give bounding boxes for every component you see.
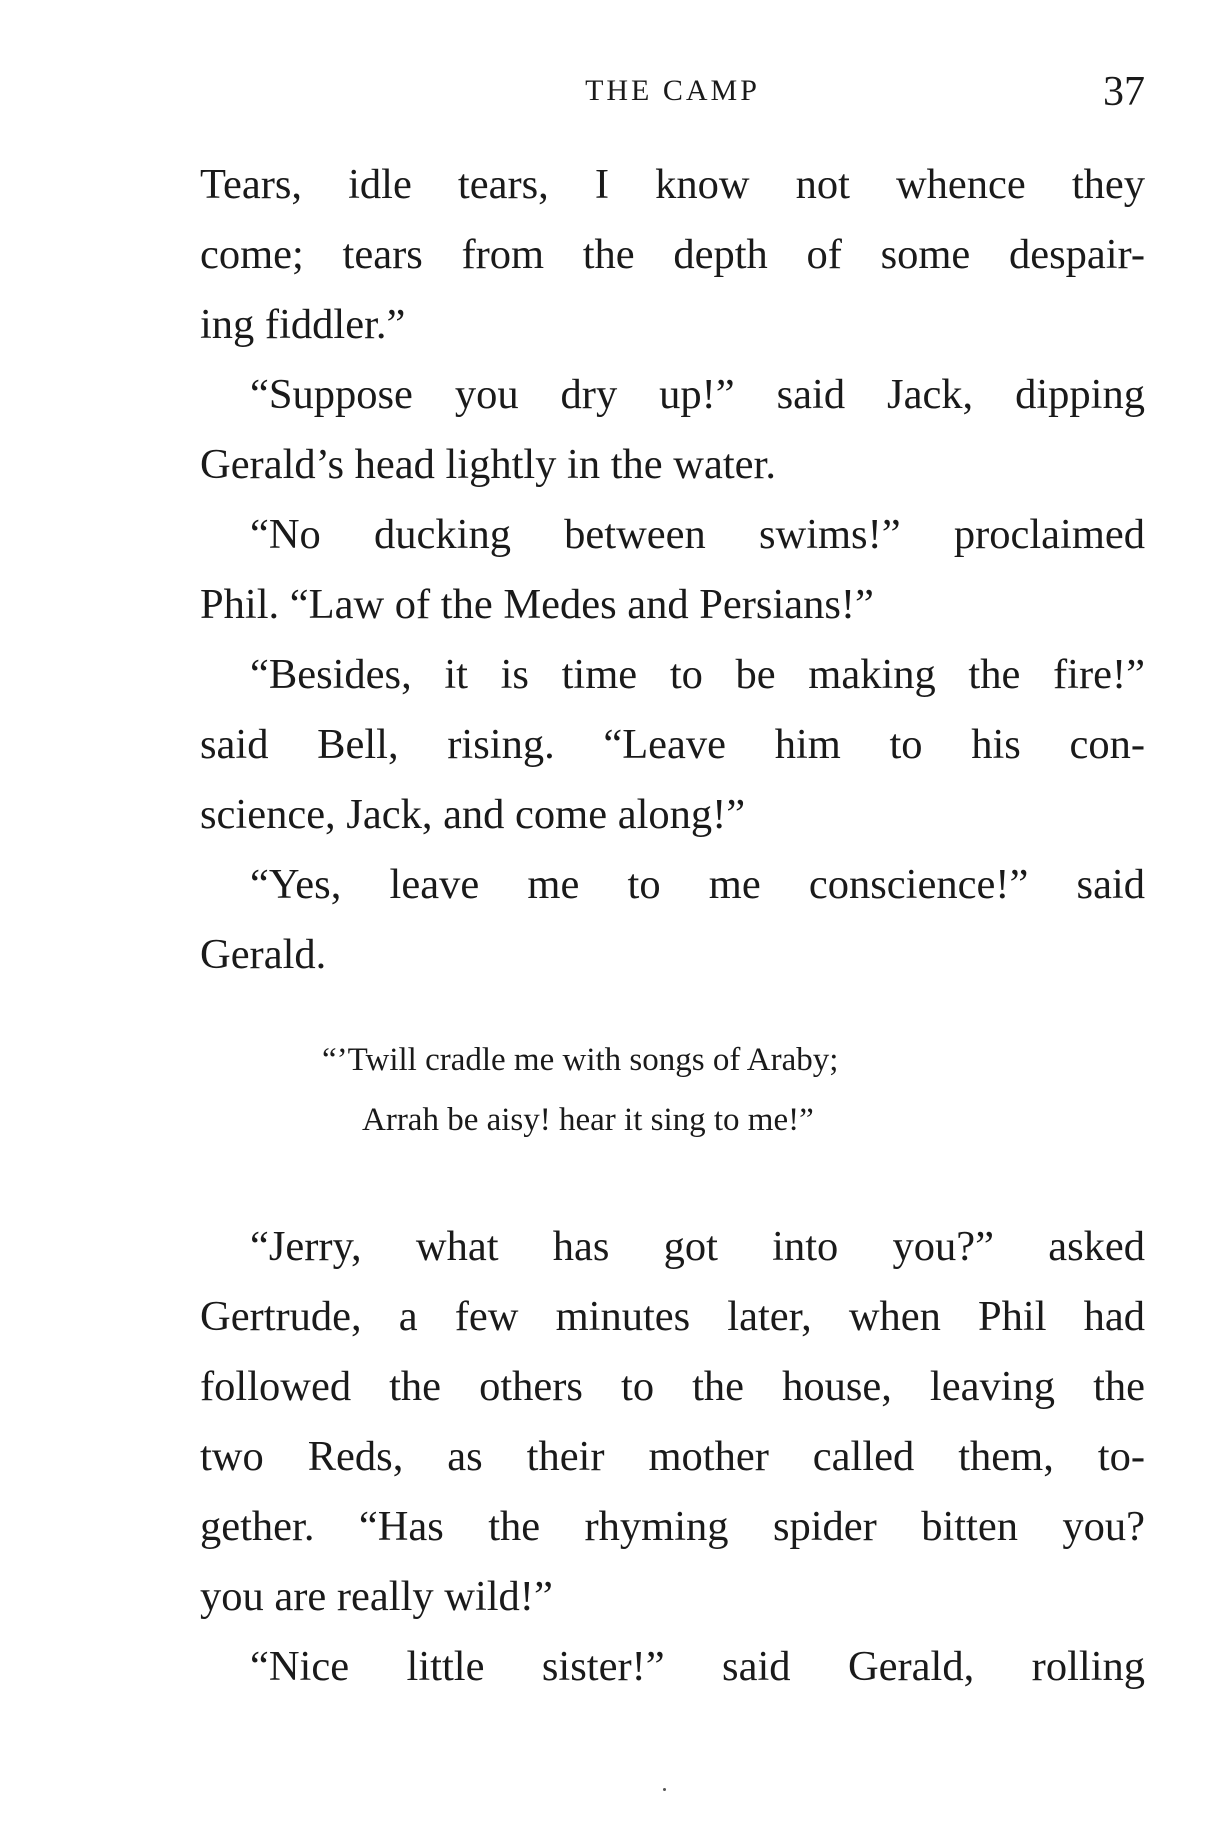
text-line: “Nice little sister!” said Gerald, rolling [250, 1643, 1145, 1690]
text-line: Gertrude, a few minutes later, when Phil had [200, 1293, 1145, 1340]
text-line: Phil. “Law of the Medes and Persians!” [200, 581, 874, 628]
text-line: two Reds, as their mother called them, to- [200, 1433, 1145, 1480]
text-line: “Suppose you dry up!” said Jack, dipping [250, 371, 1145, 418]
text-line: “No ducking between swims!” proclaimed [250, 511, 1145, 558]
running-head [200, 68, 1145, 118]
text-line: gether. “Has the rhyming spider bitten you? [200, 1503, 1145, 1550]
text-line: come; tears from the depth of some despair- [200, 231, 1145, 278]
text-line: “Jerry, what has got into you?” asked [250, 1223, 1145, 1270]
text-line: Tears, idle tears, I know not whence they [200, 161, 1145, 208]
text-line: ing fiddler.” [200, 301, 406, 348]
verse-line: “’Twill cradle me with songs of Araby; [322, 1042, 839, 1078]
text-line: Gerald. [200, 931, 327, 978]
paper-speck [663, 1788, 666, 1791]
body-text-bottom [200, 1212, 1145, 1702]
text-line: Gerald’s head lightly in the water. [200, 441, 776, 488]
running-title: THE CAMP [585, 74, 760, 107]
body-text-top [200, 150, 1145, 990]
verse-quote [200, 1030, 1145, 1150]
text-line: “Besides, it is time to be making the fire!” [250, 651, 1145, 698]
text-line: “Yes, leave me to me conscience!” said [250, 861, 1145, 908]
text-line: said Bell, rising. “Leave him to his con- [200, 721, 1145, 768]
text-line: you are really wild!” [200, 1573, 553, 1620]
text-line: science, Jack, and come along!” [200, 791, 746, 838]
text-line: followed the others to the house, leaving the [200, 1363, 1145, 1410]
verse-line: Arrah be aisy! hear it sing to me!” [362, 1102, 814, 1138]
page-number: 37 [1103, 69, 1145, 115]
